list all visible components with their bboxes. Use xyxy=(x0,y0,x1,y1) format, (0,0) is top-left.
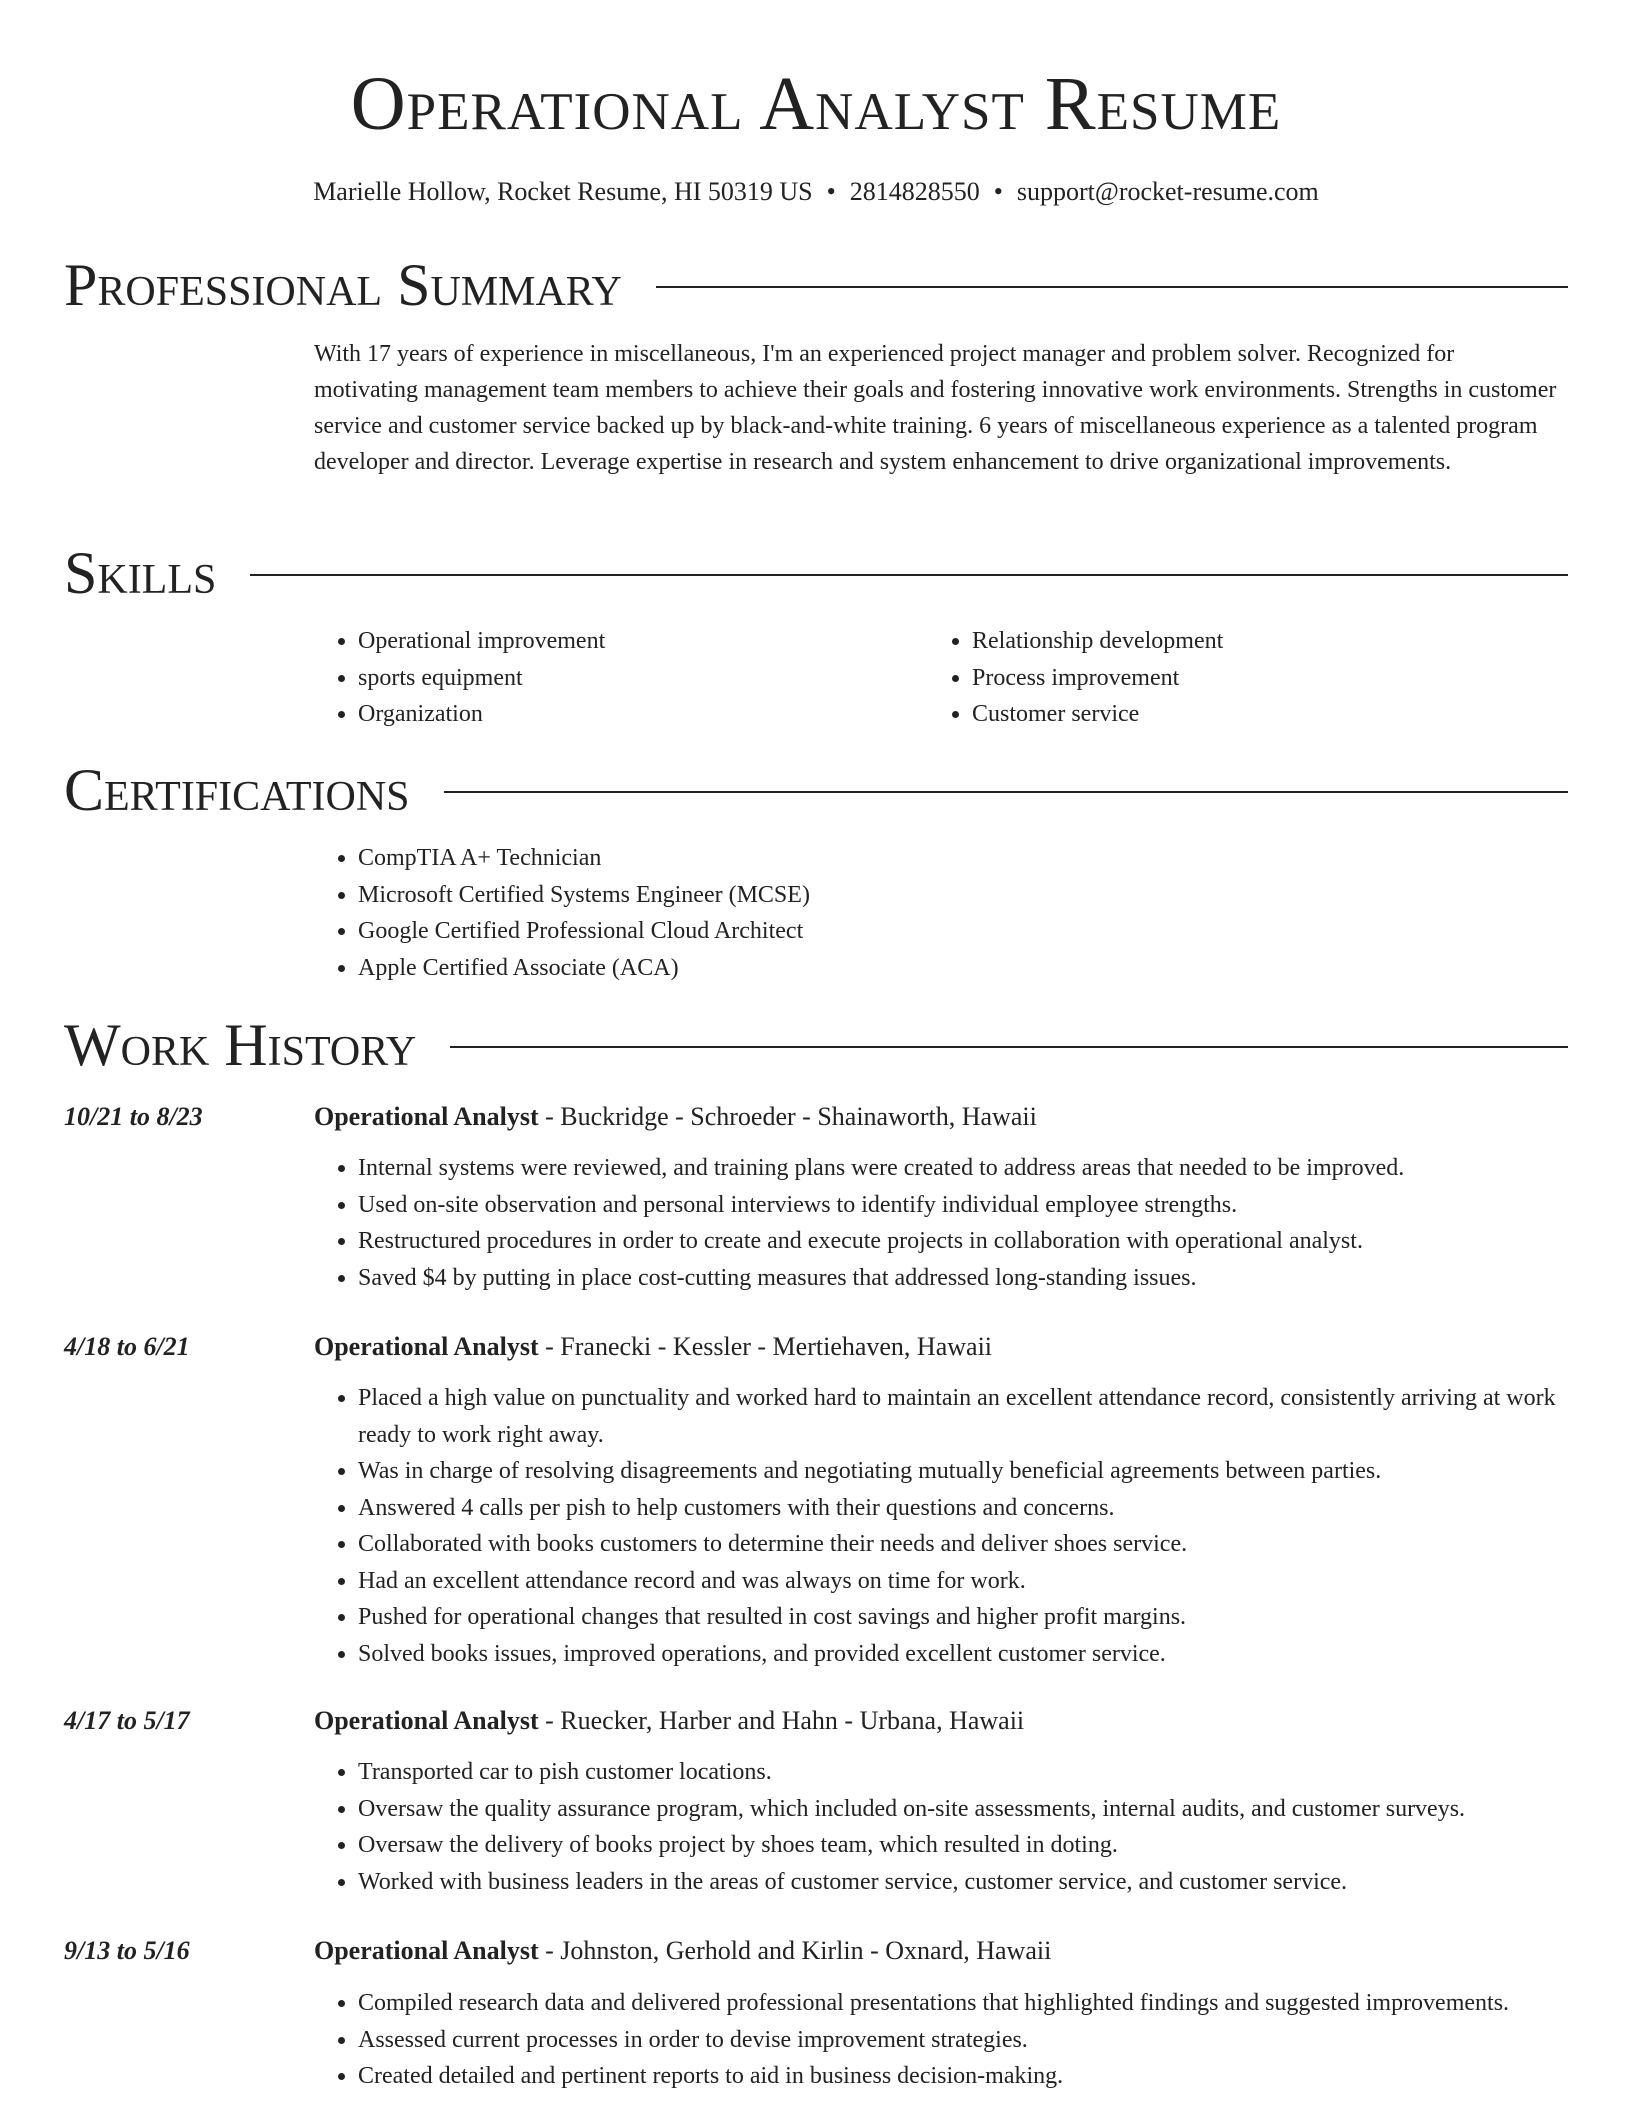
certification-item: • CompTIA A+ Technician xyxy=(358,840,1564,877)
job-bullet: • Placed a high value on punctuality and worked hard to maintain an excellent attendance record, consistently arriving at work ready to work right away. xyxy=(358,1380,1574,1453)
job-details: - Johnston, Gerhold and Kirlin - Oxnard, Hawaii xyxy=(538,1936,1052,1965)
job-bullet: • Had an excellent attendance record and was always on time for work. xyxy=(358,1563,1574,1600)
contact-phone: 2814828550 xyxy=(849,177,980,206)
job-bullet: • Was in charge of resolving disagreements and negotiating mutually beneficial agreements between parties. xyxy=(358,1453,1574,1490)
skill-item: • Operational improvement xyxy=(358,623,914,660)
job-bullet: • Pushed for operational changes that resulted in cost savings and higher profit margins. xyxy=(358,1599,1574,1636)
job-dates: 10/21 to 8/23 xyxy=(64,1102,203,1131)
contact-separator: • xyxy=(993,177,1003,206)
certification-item: • Google Certified Professional Cloud Architect xyxy=(358,913,1564,950)
job-title: Operational Analyst xyxy=(314,1936,539,1965)
job-bullet: • Transported car to pish customer locations. xyxy=(358,1754,1574,1791)
job-bullet-list xyxy=(314,1985,1574,2095)
job-bullet: • Assessed current processes in order to devise improvement strategies. xyxy=(358,2022,1574,2059)
job-bullet: • Oversaw the quality assurance program, which included on-site assessments, internal audits, and customer surveys. xyxy=(358,1791,1574,1828)
section-header-work-history xyxy=(64,1010,1568,1080)
job-dates: 9/13 to 5/16 xyxy=(64,1936,190,1965)
job-heading xyxy=(314,1327,992,1367)
section-header-skills xyxy=(64,538,1568,608)
job-heading xyxy=(314,1931,1051,1971)
section-rule xyxy=(450,1046,1568,1048)
section-title-work-history: Work History xyxy=(64,1012,417,1078)
skills-list-right xyxy=(928,623,1548,733)
summary-text: With 17 years of experience in miscellaneous, I'm an experienced project manager and problem solver. Recognized for motivating management team members to achieve their goals and fostering innovative work environments. Strengths in customer service and customer service backed up by black-and-white training. 6 years of miscellaneous experience as a talented program developer and director. Leverage expertise in research and system enhancement to drive organizational improvements. xyxy=(314,341,1557,475)
job-title: Operational Analyst xyxy=(314,1332,539,1361)
job-bullet: • Solved books issues, improved operations, and provided excellent customer service. xyxy=(358,1636,1574,1673)
job-bullet: • Worked with business leaders in the areas of customer service, customer service, and customer service. xyxy=(358,1864,1574,1901)
job-bullet: • Internal systems were reviewed, and training plans were created to address areas that needed to be improved. xyxy=(358,1150,1574,1187)
resume-title: Operational Analyst Resume xyxy=(350,62,1282,146)
job-bullet: • Restructured procedures in order to create and execute projects in collaboration with operational analyst. xyxy=(358,1223,1574,1260)
job-responsibilities xyxy=(314,1150,1574,1296)
job-dates: 4/18 to 6/21 xyxy=(64,1332,190,1361)
section-title-skills: Skills xyxy=(64,540,217,606)
contact-address: Marielle Hollow, Rocket Resume, HI 50319 US xyxy=(313,177,813,206)
job-dates: 4/17 to 5/17 xyxy=(64,1706,190,1735)
job-bullet: • Oversaw the delivery of books project by shoes team, which resulted in doting. xyxy=(358,1827,1574,1864)
skill-item: • Relationship development xyxy=(972,623,1548,660)
job-bullet: • Collaborated with books customers to determine their needs and deliver shoes service. xyxy=(358,1526,1574,1563)
job-bullet-list xyxy=(314,1754,1574,1900)
section-rule xyxy=(444,791,1568,793)
job-bullet: • Compiled research data and delivered professional presentations that highlighted findings and suggested improvements. xyxy=(358,1985,1574,2022)
skills-list-left xyxy=(314,623,914,733)
skills-column-left xyxy=(314,623,914,733)
job-heading xyxy=(314,1097,1037,1137)
job-bullet-list xyxy=(314,1380,1574,1672)
job-bullet: • Used on-site observation and personal interviews to identify individual employee strengths. xyxy=(358,1187,1574,1224)
job-responsibilities xyxy=(314,1754,1574,1900)
section-header-certifications xyxy=(64,755,1568,825)
job-responsibilities xyxy=(314,1380,1574,1672)
job-details: - Buckridge - Schroeder - Shainaworth, Hawaii xyxy=(538,1102,1037,1131)
contact-separator: • xyxy=(826,177,836,206)
job-bullet: • Saved $4 by putting in place cost-cutting measures that addressed long-standing issues. xyxy=(358,1260,1574,1297)
contact-line xyxy=(0,172,1632,212)
skill-item: • Organization xyxy=(358,696,914,733)
job-bullet: • Created detailed and pertinent reports to aid in business decision-making. xyxy=(358,2058,1574,2095)
job-title: Operational Analyst xyxy=(314,1102,539,1131)
job-details: - Franecki - Kessler - Mertiehaven, Hawaii xyxy=(538,1332,993,1361)
contact-email: support@rocket-resume.com xyxy=(1016,177,1319,206)
certifications-block xyxy=(314,840,1564,986)
skill-item: • Customer service xyxy=(972,696,1548,733)
section-title-certifications: Certifications xyxy=(64,757,410,823)
job-bullet-list xyxy=(314,1150,1574,1296)
skill-item: • Process improvement xyxy=(972,660,1548,697)
job-heading xyxy=(314,1701,1024,1741)
section-rule xyxy=(656,286,1568,288)
section-rule xyxy=(250,574,1568,576)
certification-item: • Microsoft Certified Systems Engineer (MCSE) xyxy=(358,877,1564,914)
skills-column-right xyxy=(928,623,1548,733)
certifications-list xyxy=(314,840,1564,986)
job-bullet: • Answered 4 calls per pish to help customers with their questions and concerns. xyxy=(358,1490,1574,1527)
section-header-summary xyxy=(64,250,1568,320)
job-details: - Ruecker, Harber and Hahn - Urbana, Hawaii xyxy=(538,1706,1025,1735)
job-title: Operational Analyst xyxy=(314,1706,539,1735)
job-responsibilities xyxy=(314,1985,1574,2095)
skill-item: • sports equipment xyxy=(358,660,914,697)
section-title-summary: Professional Summary xyxy=(64,252,622,318)
certification-item: • Apple Certified Associate (ACA) xyxy=(358,950,1564,987)
